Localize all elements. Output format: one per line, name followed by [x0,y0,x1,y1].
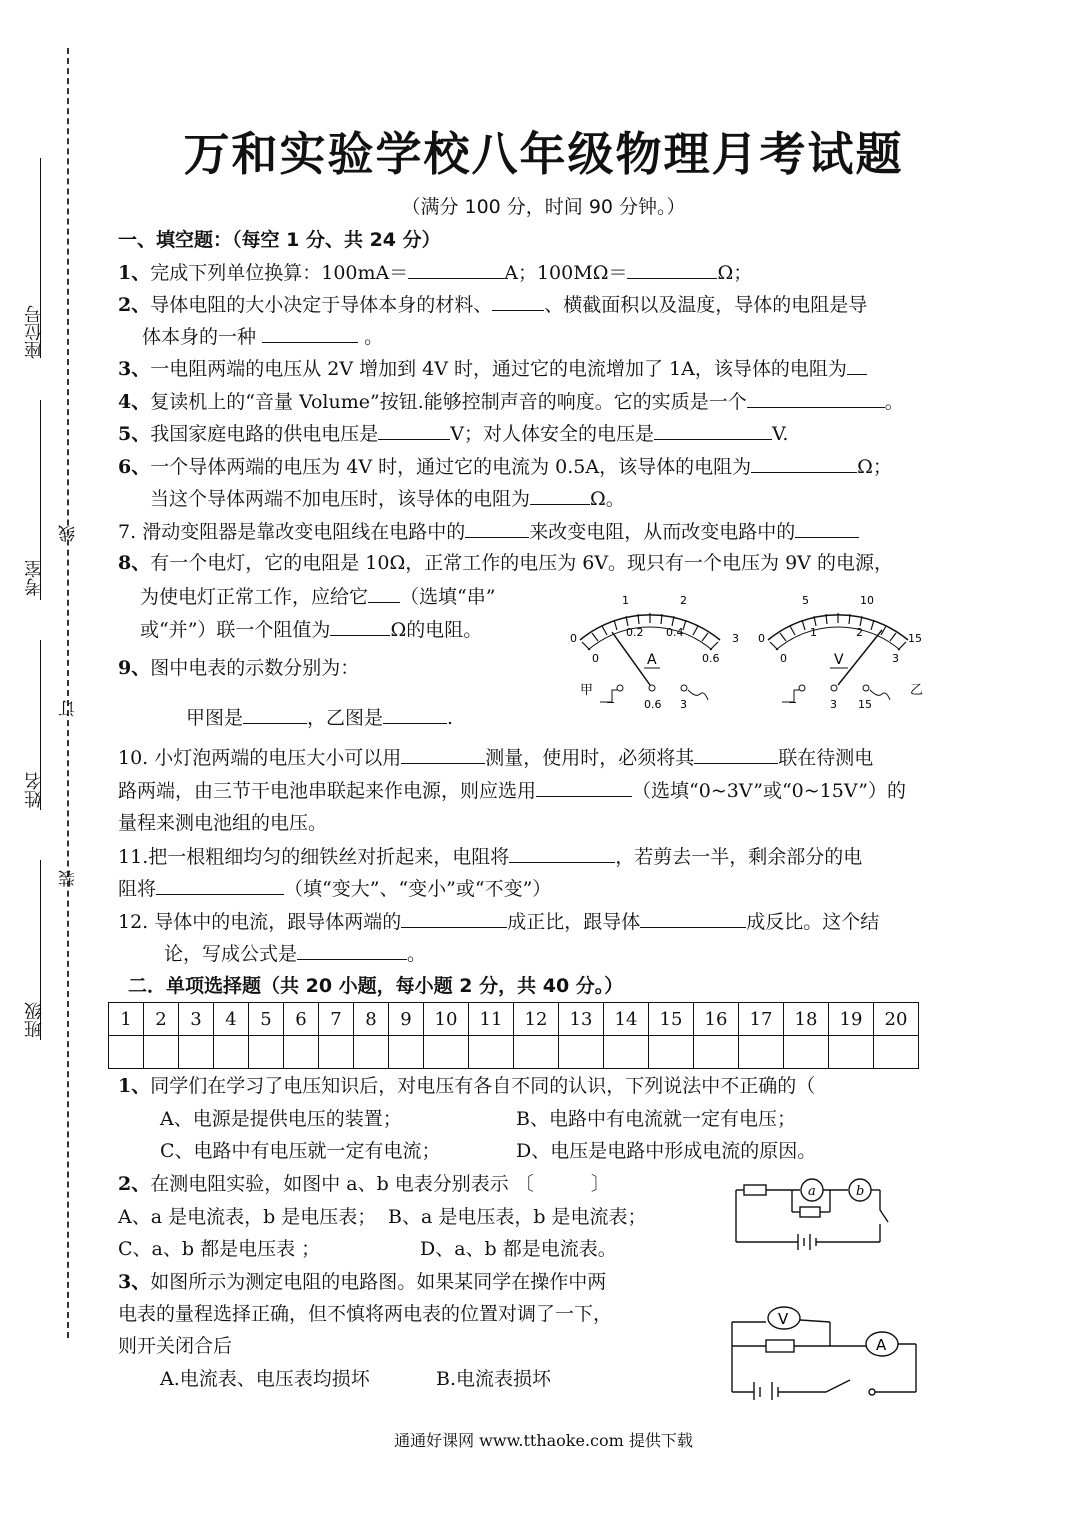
mc-q1-option-d: D、电压是电路中形成电流的原因。 [516,1140,817,1162]
grid-answer-cell[interactable] [604,1036,649,1069]
binding-dashed-line [67,48,69,1338]
ammeter-tick-1: 1 [622,594,629,607]
binding-mark-bind: 装 [59,870,79,887]
grid-number-cell: 5 [249,1003,284,1036]
mc-q1-option-b: B、电路中有电流就一定有电压； [516,1108,796,1130]
ammeter-dial [570,594,739,711]
circuit-q2-meter-a: a [808,1184,816,1199]
exam-subtitle: （满分 100 分，时间 90 分钟。） [401,196,686,218]
mc-question-3-cont-2: 则开关闭合后 [118,1335,233,1357]
grid-number-cell: 16 [694,1003,739,1036]
grid-answer-cell[interactable] [424,1036,469,1069]
ammeter-terminal-neg: − [606,696,616,709]
voltmeter-terminal-3: 3 [830,698,837,711]
grid-number-cell: 3 [179,1003,214,1036]
question-4: 4、复读机上的“音量 Volume”按钮.能够控制声音的响度。它的实质是一个 。 [118,391,904,413]
ammeter-end-0: 0 [570,632,577,645]
binding-mark-staple: 订 [59,700,79,717]
grid-answer-cell[interactable] [514,1036,559,1069]
grid-answer-cell[interactable] [874,1036,919,1069]
meter-figure [560,590,940,720]
part2-heading: 二．单项选择题（共 20 小题，每小题 2 分，共 40 分。） [128,975,624,997]
grid-answer-cell[interactable] [249,1036,284,1069]
question-3: 3、一电阻两端的电压从 2V 增加到 4V 时，通过它的电流增加了 1A，该导体的电阻为 [118,356,867,381]
ammeter-tag: 甲 [580,683,594,698]
voltmeter-end-0: 0 [758,632,765,645]
ammeter-letter: A [647,652,657,668]
grid-number-cell: 13 [559,1003,604,1036]
grid-number-cell: 11 [469,1003,514,1036]
answer-grid [108,1002,919,1069]
circuit-q3-ammeter: A [876,1336,887,1354]
question-5: 5、我国家庭电路的供电电压是 V；对人体安全的电压是 V. [118,423,789,445]
exam-room-label: 考室 [24,560,45,596]
mc-question-3: 3、如图所示为测定电阻的电路图。如果某同学在操作中两 [118,1271,607,1293]
question-11-cont: 阻将 （填“变大”、“变小”或“不变”） [118,878,552,900]
ammeter-sub-0.6: 0.6 [702,652,720,665]
ammeter-sub-0: 0 [592,652,599,665]
grid-answer-cell[interactable] [829,1036,874,1069]
mc-q1-option-a: A、电源是提供电压的装置； [160,1108,402,1130]
voltmeter-sub-2: 2 [856,626,863,639]
ammeter-needle [612,632,650,685]
question-2-cont: 体本身的一种 。 [142,326,384,348]
question-6-cont: 当这个导体两端不加电压时，该导体的电阻为 Ω。 [150,488,625,510]
mc-question-2: 2、在测电阻实验，如图中 a、b 电表分别表示 〔 〕 [118,1173,610,1195]
binding-mark-line: 线 [59,525,79,542]
question-10-cont-1: 路两端，由三节干电池串联起来作电源，则应选用 （选填“0~3V”或“0~15V”）的 [118,780,906,802]
class-label: 班级 [24,1002,45,1038]
circuit-q3 [726,1300,926,1400]
grid-answer-cell[interactable] [559,1036,604,1069]
grid-number-cell: 14 [604,1003,649,1036]
question-7: 7. 滑动变阻器是靠改变电阻线在电路中的 来改变电阻，从而改变电路中的 [118,519,859,544]
question-8-cont-2: 或“并”）联一个阻值为 Ω的电阻。 [140,619,483,641]
voltmeter-terminal-neg: − [788,696,798,709]
circuit-q2-meter-b: b [856,1184,865,1199]
grid-answer-cell[interactable] [354,1036,389,1069]
voltmeter-sub-0: 0 [780,652,787,665]
grid-number-cell: 1 [109,1003,144,1036]
grid-number-cell: 12 [514,1003,559,1036]
voltmeter-tag: 乙 [910,683,924,698]
ammeter-tick-2: 2 [680,594,687,607]
seat-number-label: 座位号 [24,305,45,359]
page-footer: 通通好课网 www.tthaoke.com 提供下载 [394,1431,693,1450]
grid-number-cell: 9 [389,1003,424,1036]
question-12-cont: 论，写成公式是 。 [164,943,427,965]
grid-answer-cell[interactable] [739,1036,784,1069]
mc-q2-option-b: B、a 是电压表，b 是电流表； [388,1206,647,1228]
grid-answer-cell[interactable] [389,1036,424,1069]
voltmeter-letter: V [834,652,844,668]
question-12: 12. 导体中的电流，跟导体两端的 成正比，跟导体 成反比。这个结 [118,911,880,933]
mc-question-3-cont-1: 电表的量程选择正确，但不慎将两电表的位置对调了一下， [118,1303,613,1325]
voltmeter-tick-10: 10 [860,594,874,607]
question-10-cont-2: 量程来测电池组的电压。 [118,812,328,834]
mc-q3-option-b: B.电流表损坏 [436,1368,552,1390]
grid-answer-cell[interactable] [109,1036,144,1069]
grid-answer-cell[interactable] [179,1036,214,1069]
grid-number-cell: 19 [829,1003,874,1036]
grid-answer-cell[interactable] [469,1036,514,1069]
question-10: 10. 小灯泡两端的电压大小可以用 测量，使用时，必须将其 联在待测电 [118,747,874,769]
mc-q3-option-a: A.电流表、电压表均损坏 [160,1368,370,1390]
grid-answer-cell[interactable] [284,1036,319,1069]
voltmeter-sub-1: 1 [810,626,817,639]
circuit-q2 [730,1172,900,1252]
voltmeter-dial [758,594,923,711]
grid-number-cell: 8 [354,1003,389,1036]
grid-answer-cell[interactable] [214,1036,249,1069]
answer-grid-blanks [109,1036,919,1069]
question-1: 1、完成下列单位换算：100mA＝ A；100MΩ＝ Ω； [118,262,753,284]
ammeter-sub-0.4: 0.4 [666,626,684,639]
mc-q2-option-d: D、a、b 都是电流表。 [420,1238,617,1260]
part1-heading: 一、填空题：（每空 1 分、共 24 分） [118,229,441,251]
grid-answer-cell[interactable] [144,1036,179,1069]
answer-grid-numbers [109,1003,919,1036]
question-6: 6、一个导体两端的电压为 4V 时，通过它的电流为 0.5A，该导体的电阻为 Ω； [118,456,892,478]
grid-number-cell: 10 [424,1003,469,1036]
mc-q2-option-a: A、a 是电流表，b 是电压表； [118,1206,377,1228]
grid-number-cell: 2 [144,1003,179,1036]
grid-answer-cell[interactable] [784,1036,829,1069]
mc-q2-option-c: C、a、b 都是电压表 ； [118,1238,321,1260]
question-8-cont-1: 为使电灯正常工作，应给它 （选填“串” [140,586,496,608]
voltmeter-terminal-15: 15 [858,698,872,711]
question-8: 8、有一个电灯，它的电阻是 10Ω，正常工作的电压为 6V。现只有一个电压为 9V 的电源， [118,552,893,574]
ammeter-end-3: 3 [732,632,739,645]
grid-number-cell: 17 [739,1003,784,1036]
page-title: 万和实验学校八年级物理月考试题 [183,127,904,181]
question-2: 2、导体电阻的大小决定于导体本身的材料、 、横截面积以及温度，导体的电阻是导 [118,294,868,316]
grid-answer-cell[interactable] [694,1036,739,1069]
voltmeter-tick-5: 5 [802,594,809,607]
grid-answer-cell[interactable] [319,1036,354,1069]
grid-number-cell: 15 [649,1003,694,1036]
ammeter-sub-0.2: 0.2 [626,626,644,639]
voltmeter-sub-3: 3 [892,652,899,665]
grid-number-cell: 4 [214,1003,249,1036]
question-9-answers: 甲图是 ，乙图是 . [186,707,454,729]
voltmeter-end-15: 15 [908,632,922,645]
ammeter-terminal-3: 3 [680,698,687,711]
question-9: 9、图中电表的示数分别为： [118,657,360,679]
mc-q1-option-c: C、电路中有电压就一定有电流； [160,1140,441,1162]
grid-answer-cell[interactable] [649,1036,694,1069]
circuit-q3-voltmeter: V [778,1310,789,1328]
grid-number-cell: 7 [319,1003,354,1036]
grid-number-cell: 6 [284,1003,319,1036]
ammeter-terminal-0.6: 0.6 [644,698,662,711]
mc-question-1: 1、同学们在学习了电压知识后，对电压有各自不同的认识，下列说法中不正确的（ [118,1075,816,1097]
grid-number-cell: 20 [874,1003,919,1036]
question-11: 11.把一根粗细均匀的细铁丝对折起来，电阻将 ，若剪去一半，剩余部分的电 [118,846,863,868]
name-label: 姓名 [24,772,45,808]
grid-number-cell: 18 [784,1003,829,1036]
